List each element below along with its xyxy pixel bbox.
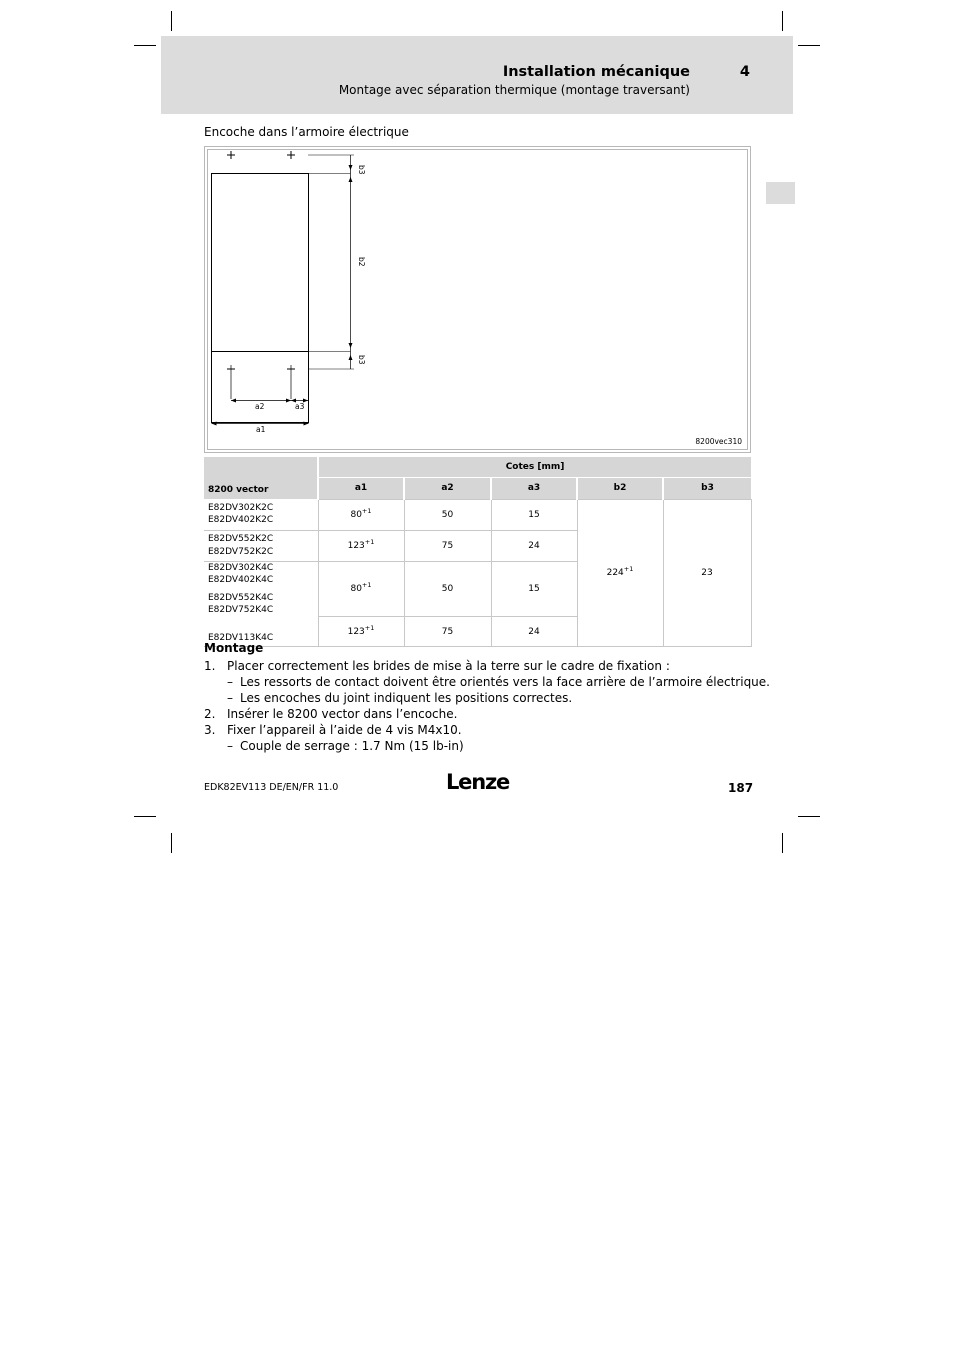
b3-cell: 23 bbox=[663, 499, 751, 647]
chapter-subtitle: Montage avec séparation thermique (montage traversant) bbox=[338, 83, 690, 97]
type-name: E82DV752K4C bbox=[208, 605, 274, 615]
lenze-logo: Lenze bbox=[446, 770, 510, 794]
step-text: Fixer l’appareil à l’aide de 4 vis M4x10. bbox=[227, 723, 462, 737]
step-number: 1. bbox=[204, 659, 216, 673]
b2-value: 224 bbox=[606, 567, 624, 578]
a1-tolerance: +1 bbox=[364, 537, 375, 546]
label-a3: a3 bbox=[295, 402, 305, 411]
label-a1: a1 bbox=[256, 425, 266, 434]
label-b3-bottom: b3 bbox=[357, 355, 366, 365]
table-row bbox=[204, 499, 751, 530]
a1-value: 123 bbox=[347, 540, 365, 551]
crop-mark bbox=[782, 11, 783, 31]
type-cell bbox=[204, 561, 318, 617]
chapter-number: 4 bbox=[739, 64, 750, 80]
label-b3-top: b3 bbox=[357, 165, 366, 175]
step-text: Placer correctement les brides de mise à la terre sur le cadre de fixation : bbox=[227, 659, 670, 673]
dash-bullet: – bbox=[227, 675, 233, 689]
step-text: Insérer le 8200 vector dans l’encoche. bbox=[227, 707, 458, 721]
crop-mark bbox=[798, 45, 820, 46]
a3-cell: 24 bbox=[491, 617, 577, 647]
cutout-drawing bbox=[208, 150, 749, 451]
header-b3: b3 bbox=[663, 478, 751, 499]
label-b2: b2 bbox=[357, 257, 366, 267]
substep-text: Couple de serrage : 1.7 Nm (15 lb-in) bbox=[240, 739, 464, 753]
type-cell bbox=[204, 499, 318, 530]
header-device: 8200 vector bbox=[204, 457, 318, 499]
dash-bullet: – bbox=[227, 739, 233, 753]
section-caption: Encoche dans l’armoire électrique bbox=[204, 125, 409, 139]
page-number: 187 bbox=[728, 781, 754, 795]
page-header bbox=[161, 36, 793, 114]
a1-cell bbox=[318, 561, 404, 617]
figure-reference: 8200vec310 bbox=[695, 437, 742, 446]
a3-cell: 15 bbox=[491, 499, 577, 530]
substep-text: Les encoches du joint indiquent les positions correctes. bbox=[240, 691, 573, 705]
type-name: E82DV552K2C bbox=[208, 534, 274, 544]
a2-cell: 50 bbox=[404, 561, 491, 617]
header-dimensions: Cotes [mm] bbox=[318, 457, 751, 478]
cutout-figure bbox=[204, 146, 751, 453]
chapter-side-tab bbox=[766, 182, 795, 204]
label-a2: a2 bbox=[255, 402, 265, 411]
header-a2: a2 bbox=[404, 478, 491, 499]
substep-text: Les ressorts de contact doivent être orientés vers la face arrière de l’armoire électrique. bbox=[240, 675, 770, 689]
a2-cell: 75 bbox=[404, 617, 491, 647]
a3-cell: 24 bbox=[491, 530, 577, 561]
crop-mark bbox=[134, 45, 156, 46]
a1-value: 80 bbox=[350, 583, 362, 594]
chapter-title: Installation mécanique bbox=[502, 64, 690, 80]
type-name: E82DV402K4C bbox=[208, 575, 274, 585]
a1-cell bbox=[318, 530, 404, 561]
a1-tolerance: +1 bbox=[361, 506, 372, 515]
type-name: E82DV113K4C bbox=[208, 632, 274, 643]
figure-frame bbox=[207, 149, 748, 450]
crop-mark bbox=[134, 816, 156, 817]
header-a3: a3 bbox=[491, 478, 577, 499]
device-outline bbox=[212, 174, 309, 423]
crop-mark bbox=[171, 833, 172, 853]
a1-cell bbox=[318, 499, 404, 530]
mounting-title: Montage bbox=[204, 641, 264, 655]
a1-value: 123 bbox=[347, 626, 365, 637]
a2-cell: 50 bbox=[404, 499, 491, 530]
a3-cell: 15 bbox=[491, 561, 577, 617]
step-number: 3. bbox=[204, 723, 216, 737]
cutout-outline bbox=[212, 174, 309, 352]
type-name: E82DV552K4C bbox=[208, 592, 274, 603]
a1-value: 80 bbox=[350, 509, 362, 520]
type-name: E82DV302K2C bbox=[208, 502, 274, 513]
crop-mark bbox=[798, 816, 820, 817]
b2-tolerance: +1 bbox=[623, 564, 634, 573]
header-b2: b2 bbox=[577, 478, 663, 499]
a2-cell: 75 bbox=[404, 530, 491, 561]
step-number: 2. bbox=[204, 707, 216, 721]
a1-tolerance: +1 bbox=[364, 623, 375, 632]
b2-cell bbox=[577, 499, 663, 647]
header-a1: a1 bbox=[318, 478, 404, 499]
dash-bullet: – bbox=[227, 691, 233, 705]
a1-cell bbox=[318, 617, 404, 647]
type-name: E82DV752K2C bbox=[208, 546, 274, 557]
dimensions-table bbox=[204, 457, 752, 647]
document-id: EDK82EV113 DE/EN/FR 11.0 bbox=[204, 782, 339, 793]
crop-mark bbox=[782, 833, 783, 853]
type-name: E82DV402K2C bbox=[208, 515, 274, 526]
type-cell bbox=[204, 530, 318, 561]
crop-mark bbox=[171, 11, 172, 31]
type-name: E82DV302K4C bbox=[208, 562, 274, 573]
a1-tolerance: +1 bbox=[361, 580, 372, 589]
